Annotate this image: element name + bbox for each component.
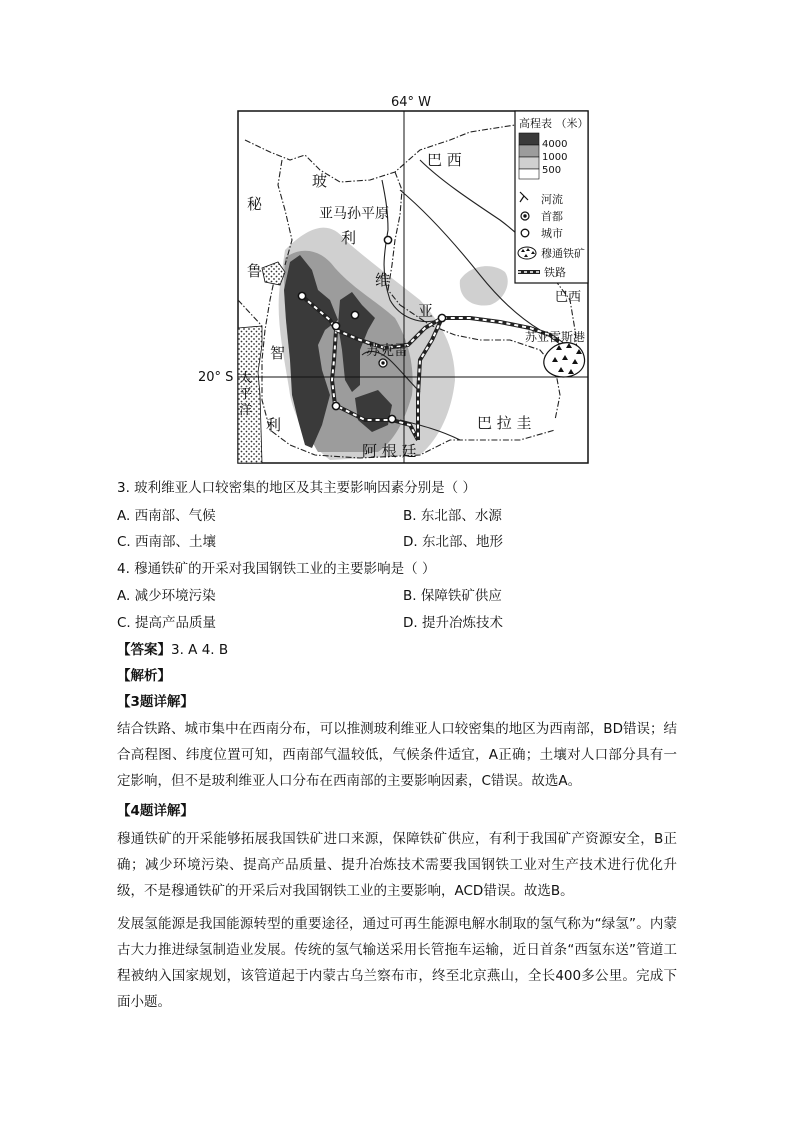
answer-label: 【答案】	[117, 642, 171, 658]
brazil-label-right: 巴西	[555, 290, 582, 305]
pacific-label-2: 平	[239, 387, 253, 402]
legend-city-icon	[521, 229, 529, 237]
peru-label-1: 秘	[247, 195, 263, 213]
question-4-option-a[interactable]: A. 减少环境污染	[117, 588, 216, 604]
legend-mine-icon	[518, 247, 536, 259]
city-marker	[438, 314, 445, 321]
legend-railway: 铁路	[544, 266, 566, 279]
amazon-plain-label: 亚马孙平原	[319, 206, 389, 222]
puerto-suarez-label: 苏亚雷斯港	[525, 330, 586, 344]
sucre-label: 苏克雷	[366, 343, 408, 359]
legend-city: 城市	[541, 227, 563, 240]
parallel-label: 20° S	[198, 370, 234, 385]
legend-mine: 穆通铁矿	[541, 247, 585, 260]
chile-label-1: 智	[270, 344, 286, 362]
detail-4-text: 穆通铁矿的开采能够拓展我国铁矿进口来源，保障铁矿供应，有利于我国矿产资源安全，B正确；减少环境污染、提高产品质量、提升冶炼技术需要我国钢铁工业对生产技术进行优化升级，不是穆通铁矿的开采后对我国钢铁工业的主要影响，ACD错误。故选B。	[117, 831, 677, 899]
legend-level-1000: 1000	[542, 152, 568, 163]
detail-4-label: 【4题详解】	[117, 803, 194, 819]
city-marker	[388, 415, 395, 422]
map-figure	[0, 0, 794, 470]
bolivia-label-4: 亚	[418, 302, 434, 320]
legend-level-4000: 4000	[542, 139, 568, 150]
bolivia-map	[0, 0, 794, 470]
capital-dot	[381, 361, 384, 364]
city-marker	[351, 311, 358, 318]
detail-3-text: 结合铁路、城市集中在西南分布，可以推测玻利维亚人口较密集的地区为西南部，BD错误；结合高程图、纬度位置可知，西南部气温较低，气候条件适宜，A正确；土壤对人口部分具有一定影响，但不是玻利维亚人口分布在西南部的主要影响因素，C错误。故选A。	[117, 721, 677, 789]
question-3-option-b[interactable]: B. 东北部、水源	[403, 508, 502, 524]
bolivia-label-3: 维	[375, 271, 391, 289]
question-4-option-c[interactable]: C. 提高产品质量	[117, 615, 217, 631]
question-3-stem: 3. 玻利维亚人口较密集的地区及其主要影响因素分别是（ ）	[117, 480, 476, 496]
legend-title: 高程表 （米）	[519, 117, 589, 130]
map-legend	[515, 111, 589, 283]
bolivia-label-2: 利	[341, 229, 357, 247]
answer-line	[117, 640, 228, 660]
detail-3-label: 【3题详解】	[117, 694, 194, 710]
question-3-option-c[interactable]: C. 西南部、土壤	[117, 534, 217, 550]
legend-capital: 首都	[541, 210, 563, 223]
legend-level-500: 500	[542, 165, 562, 176]
meridian-label: 64° W	[391, 95, 432, 110]
city-marker	[332, 322, 339, 329]
argentina-label: 阿 根 廷	[362, 442, 417, 460]
analysis-label: 【解析】	[117, 668, 171, 684]
question-4-option-d[interactable]: D. 提升冶炼技术	[403, 615, 503, 631]
city-marker	[298, 292, 305, 299]
answer-text: 3. A 4. B	[171, 642, 229, 658]
pacific-label-3: 洋	[239, 403, 253, 418]
question-4-stem: 4. 穆通铁矿的开采对我国钢铁工业的主要影响是（ ）	[117, 561, 436, 577]
peru-label-2: 鲁	[247, 262, 263, 280]
city-marker	[384, 236, 391, 243]
question-4-option-b[interactable]: B. 保障铁矿供应	[403, 588, 502, 604]
city-marker	[332, 402, 339, 409]
question-3-option-a[interactable]: A. 西南部、气候	[117, 508, 216, 524]
chile-label-2: 利	[266, 416, 282, 434]
paraguay-label: 巴 拉 圭	[477, 414, 532, 432]
brazil-label: 巴 西	[427, 151, 462, 169]
pacific-label-1: 太	[239, 371, 253, 386]
intro-paragraph: 发展氢能源是我国能源转型的重要途径，通过可再生能源电解水制取的氢气称为“绿氢”。内蒙古大力推进绿氢制造业发展。传统的氢气输送采用长管拖车运输，近日首条“西氢东送”管道工程被纳入国家规划，该管道起于内蒙古乌兰察布市，终至北京燕山，全长400多公里。完成下面小题。	[117, 916, 677, 1010]
legend-river: 河流	[541, 193, 563, 206]
bolivia-label-1: 玻	[312, 172, 328, 190]
question-3-option-d[interactable]: D. 东北部、地形	[403, 534, 503, 550]
